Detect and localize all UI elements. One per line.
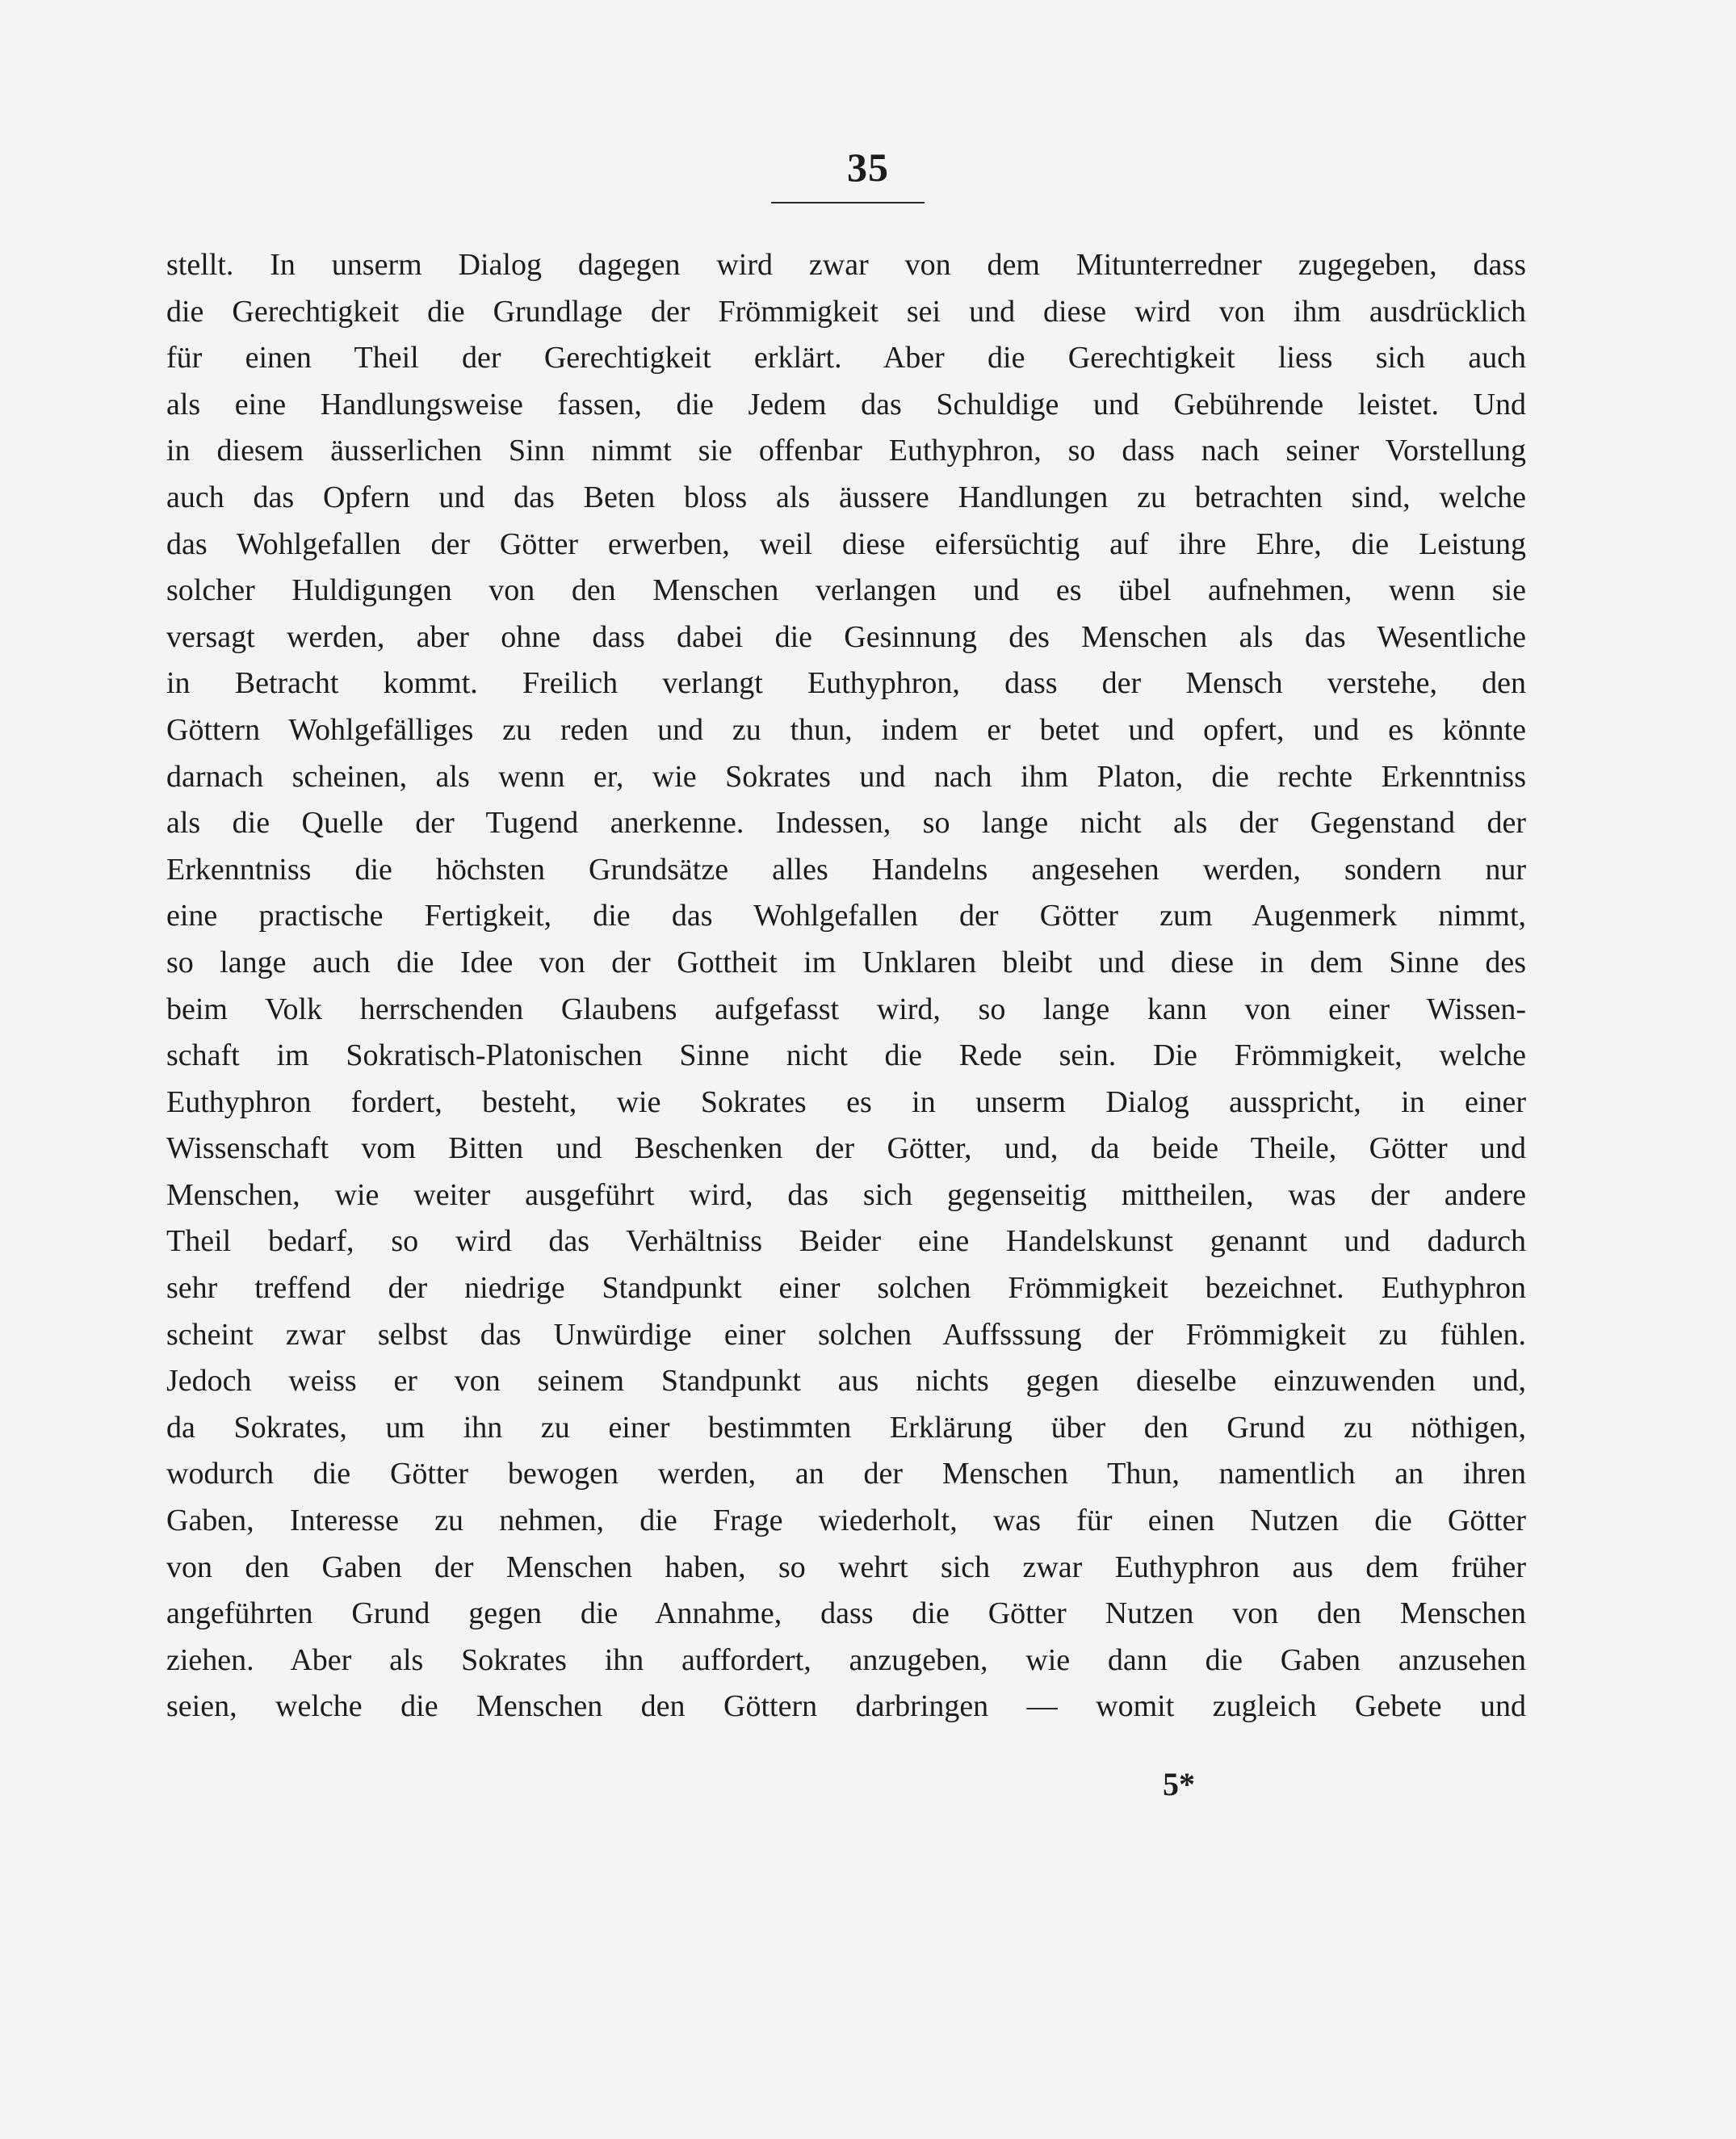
- text-line: Wissenschaft vom Bitten und Beschenken der Götter, und, da beide Theile, Götter und: [166, 1131, 1526, 1166]
- text-line: schaft im Sokratisch-Platonischen Sinne nicht die Rede sein. Die Frömmigkeit, welche: [166, 1038, 1526, 1073]
- text-line: stellt. In unserm Dialog dagegen wird zwar von dem Mitunterredner zugegeben, dass: [166, 248, 1526, 282]
- text-line: seien, welche die Menschen den Göttern darbringen — womit zugleich Gebete und: [166, 1689, 1526, 1724]
- text-line: darnach scheinen, als wenn er, wie Sokrates und nach ihm Platon, die rechte Erkenntniss: [166, 759, 1526, 794]
- text-line: als eine Handlungsweise fassen, die Jedem das Schuldige und Gebührende leistet. Und: [166, 387, 1526, 422]
- text-line: eine practische Fertigkeit, die das Wohlgefallen der Götter zum Augenmerk nimmt,: [166, 899, 1526, 933]
- text-line: für einen Theil der Gerechtigkeit erklärt. Aber die Gerechtigkeit liess sich auch: [166, 341, 1526, 375]
- text-line: Erkenntniss die höchsten Grundsätze alles Handelns angesehen werden, sondern nur: [166, 852, 1526, 887]
- text-line: von den Gaben der Menschen haben, so wehrt sich zwar Euthyphron aus dem früher: [166, 1550, 1526, 1584]
- text-line: in diesem äusserlichen Sinn nimmt sie offenbar Euthyphron, so dass nach seiner Vorstellung: [166, 434, 1526, 468]
- text-line: Theil bedarf, so wird das Verhältniss Beider eine Handelskunst genannt und dadurch: [166, 1224, 1526, 1259]
- body-text: [166, 242, 1526, 1730]
- text-line: als die Quelle der Tugend anerkenne. Indessen, so lange nicht als der Gegenstand der: [166, 806, 1526, 841]
- text-line: solcher Huldigungen von den Menschen verlangen und es übel aufnehmen, wenn sie: [166, 573, 1526, 608]
- text-line: Jedoch weiss er von seinem Standpunkt aus nichts gegen dieselbe einzuwenden und,: [166, 1364, 1526, 1399]
- text-line: da Sokrates, um ihn zu einer bestimmten Erklärung über den Grund zu nöthigen,: [166, 1410, 1526, 1445]
- text-line: scheint zwar selbst das Unwürdige einer solchen Auffsssung der Frömmigkeit zu fühlen.: [166, 1317, 1526, 1352]
- text-line: die Gerechtigkeit die Grundlage der Frömmigkeit sei und diese wird von ihm ausdrücklich: [166, 294, 1526, 329]
- text-line: so lange auch die Idee von der Gottheit im Unklaren bleibt und diese in dem Sinne des: [166, 945, 1526, 979]
- header-rule: [771, 202, 925, 203]
- text-line: in Betracht kommt. Freilich verlangt Euthyphron, dass der Mensch verstehe, den: [166, 666, 1526, 701]
- text-line: Euthyphron fordert, besteht, wie Sokrates es in unserm Dialog ausspricht, in einer: [166, 1084, 1526, 1119]
- text-line: sehr treffend der niedrige Standpunkt einer solchen Frömmigkeit bezeichnet. Euthyphron: [166, 1271, 1526, 1306]
- text-line: Göttern Wohlgefälliges zu reden und zu thun, indem er betet und opfert, und es könnte: [166, 712, 1526, 747]
- text-line: versagt werden, aber ohne dass dabei die Gesinnung des Menschen als das Wesentliche: [166, 619, 1526, 654]
- text-line: Menschen, wie weiter ausgeführt wird, das sich gegenseitig mittheilen, was der andere: [166, 1177, 1526, 1212]
- text-line: angeführten Grund gegen die Annahme, dass die Götter Nutzen von den Menschen: [166, 1596, 1526, 1631]
- text-line: ziehen. Aber als Sokrates ihn auffordert, anzugeben, wie dann die Gaben anzusehen: [166, 1642, 1526, 1677]
- text-line: wodurch die Götter bewogen werden, an der Menschen Thun, namentlich an ihren: [166, 1457, 1526, 1491]
- signature-mark: 5*: [1163, 1766, 1195, 1802]
- page-number: 35: [847, 145, 889, 190]
- text-line: das Wohlgefallen der Götter erwerben, weil diese eifersüchtig auf ihre Ehre, die Leistung: [166, 526, 1526, 561]
- text-line: Gaben, Interesse zu nehmen, die Frage wiederholt, was für einen Nutzen die Götter: [166, 1504, 1526, 1538]
- text-line: beim Volk herrschenden Glaubens aufgefasst wird, so lange kann von einer Wissen-: [166, 992, 1526, 1026]
- text-line: auch das Opfern und das Beten bloss als äussere Handlungen zu betrachten sind, welche: [166, 480, 1526, 514]
